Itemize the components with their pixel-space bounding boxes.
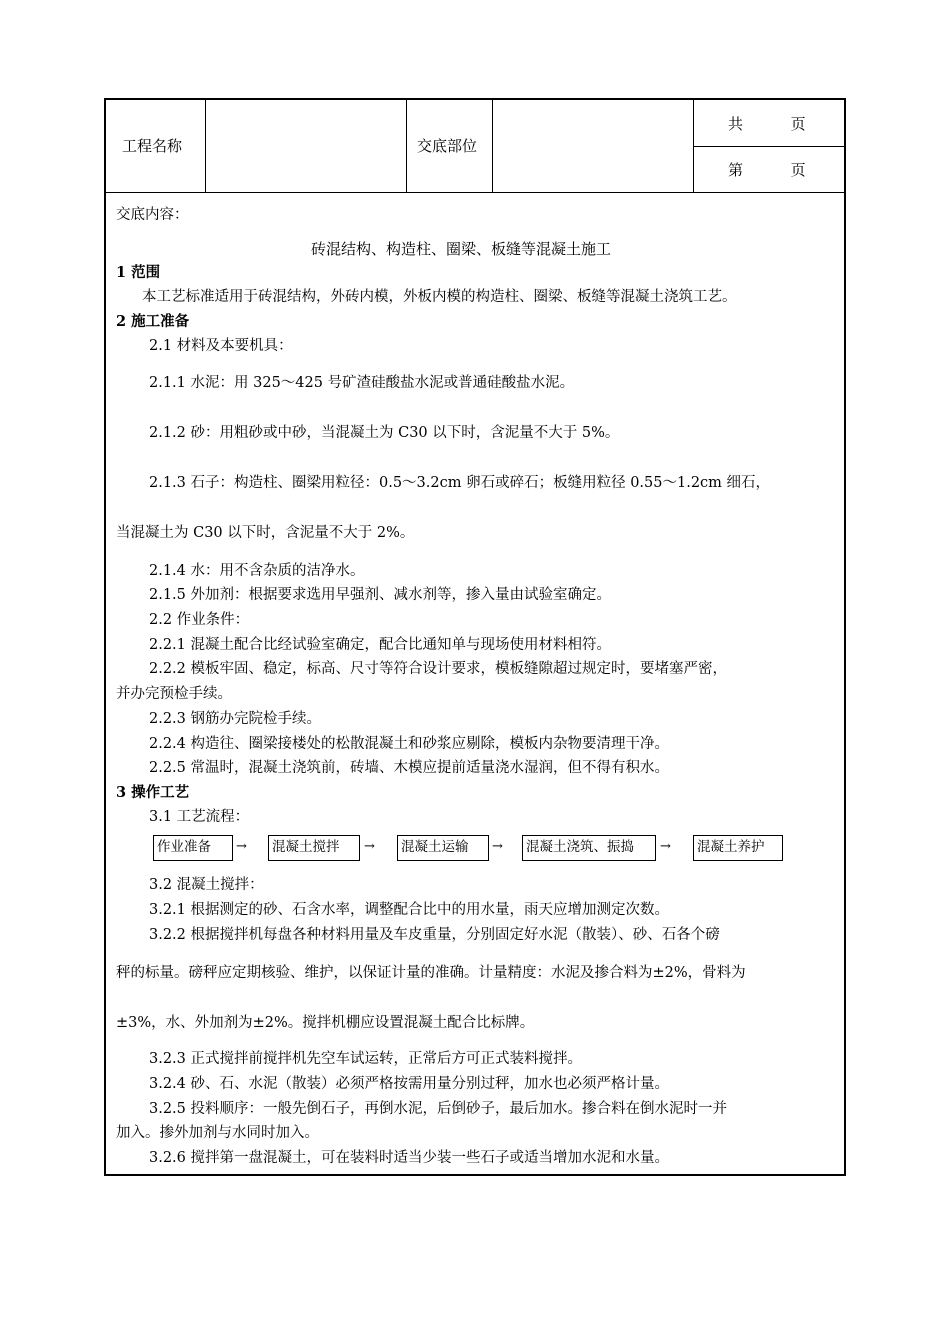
clause-3-1: 3.1 工艺流程： xyxy=(149,809,250,825)
clause-3-2: 3.2 混凝土搅拌： xyxy=(149,877,264,893)
clause-2-1-1: 2.1.1 水泥：用 325～425 号矿渣硅酸盐水泥或普通硅酸盐水泥。 xyxy=(149,375,575,391)
intro-label: 交底内容： xyxy=(116,207,189,223)
location-label: 交底部位 xyxy=(417,137,478,155)
clause-2-1-4: 2.1.4 水：用不含杂质的洁净水。 xyxy=(149,563,365,579)
clause-3-2-2-line-3: ±3%，水、外加剂为±2%。搅拌机棚应设置混凝土配合比标牌。 xyxy=(116,1015,535,1031)
clause-3-2-4: 3.2.4 砂、石、水泥（散装）必须严格按需用量分别过秤，加水也必须严格计量。 xyxy=(149,1076,670,1092)
clause-3-2-3: 3.2.3 正式搅拌前搅拌机先空车试运转，正常后方可正式装料搅拌。 xyxy=(149,1051,583,1067)
form-header xyxy=(106,100,844,193)
page-number-label: 第 页 xyxy=(728,161,806,179)
divider xyxy=(492,100,493,192)
clause-2-2-4: 2.2.4 构造往、圈梁接楼处的松散混凝土和砂浆应剔除，模板内杂物要清理干净。 xyxy=(149,736,670,752)
flow-step-preparation: 作业准备 xyxy=(153,835,233,861)
section-2-heading: 2 施工准备 xyxy=(116,313,190,330)
clause-2-2-1: 2.2.1 混凝土配合比经试验室确定，配合比通知单与现场使用材料相符。 xyxy=(149,637,612,653)
clause-2-1-5: 2.1.5 外加剂：根据要求选用早强剂、减水剂等，掺入量由试验室确定。 xyxy=(149,587,612,603)
arrow-right-icon: → xyxy=(660,839,671,854)
divider xyxy=(694,146,844,147)
arrow-right-icon: → xyxy=(492,839,503,854)
clause-3-2-1: 3.2.1 根据测定的砂、石含水率，调整配合比中的用水量，雨天应增加测定次数。 xyxy=(149,902,670,918)
clause-3-2-2-line-2: 秤的标量。磅秤应定期核验、维护，以保证计量的准确。计量精度：水泥及掺合料为±2%，骨料为 xyxy=(116,965,746,981)
clause-2-2-2-line-1: 2.2.2 模板牢固、稳定，标高、尺寸等符合设计要求，模板缝隙超过规定时，要堵塞严密， xyxy=(149,661,727,677)
section-1-text: 本工艺标准适用于砖混结构，外砖内模，外板内模的构造柱、圈梁、板缝等混凝土浇筑工艺。 xyxy=(142,289,737,305)
clause-2-2-5: 2.2.5 常温时，混凝土浇筑前，砖墙、木模应提前适量浇水湿润，但不得有积水。 xyxy=(149,760,670,776)
arrow-right-icon: → xyxy=(236,839,247,854)
clause-3-2-2-line-1: 3.2.2 根据搅拌机每盘各种材料用量及车皮重量，分别固定好水泥（散装）、砂、石各个磅 xyxy=(149,927,720,943)
disclosure-form xyxy=(104,98,846,1176)
section-1-heading: 1 范围 xyxy=(116,264,161,281)
clause-3-2-5-line-1: 3.2.5 投料顺序：一般先倒石子，再倒水泥，后倒砂子，最后加水。掺合料在倒水泥时一并 xyxy=(149,1101,727,1117)
section-3-heading: 3 操作工艺 xyxy=(116,784,190,801)
arrow-right-icon: → xyxy=(364,839,375,854)
clause-2-2-3: 2.2.3 钢筋办完院检手续。 xyxy=(149,711,322,727)
flow-step-pouring: 混凝土浇筑、振捣 xyxy=(522,835,656,861)
clause-3-2-5-line-2: 加入。掺外加剂与水同时加入。 xyxy=(116,1125,319,1141)
flow-step-mixing: 混凝土搅拌 xyxy=(268,835,360,861)
clause-3-2-6: 3.2.6 搅拌第一盘混凝土，可在装料时适当少装一些石子或适当增加水泥和水量。 xyxy=(149,1150,670,1166)
clause-2-2-2-line-2: 并办完预检手续。 xyxy=(116,686,232,702)
clause-2-1-2: 2.1.2 砂：用粗砂或中砂，当混凝土为 C30 以下时，含泥量不大于 5%。 xyxy=(149,425,620,441)
total-pages-label: 共 页 xyxy=(728,115,806,133)
clause-2-1-3-line-1: 2.1.3 石子：构造柱、圈梁用粒径：0.5～3.2cm 卵石或碎石；板缝用粒径 0.55～1.2cm 细石， xyxy=(149,475,771,491)
document-title: 砖混结构、构造柱、圈梁、板缝等混凝土施工 xyxy=(311,240,612,258)
project-name-label: 工程名称 xyxy=(122,137,183,155)
clause-2-1: 2.1 材料及本要机具： xyxy=(149,338,293,354)
divider xyxy=(205,100,206,192)
flow-step-transport: 混凝土运输 xyxy=(397,835,489,861)
clause-2-1-3-line-2: 当混凝土为 C30 以下时，含泥量不大于 2%。 xyxy=(116,525,415,541)
clause-2-2: 2.2 作业条件： xyxy=(149,612,250,628)
divider xyxy=(406,100,407,192)
flow-step-curing: 混凝土养护 xyxy=(693,835,783,861)
